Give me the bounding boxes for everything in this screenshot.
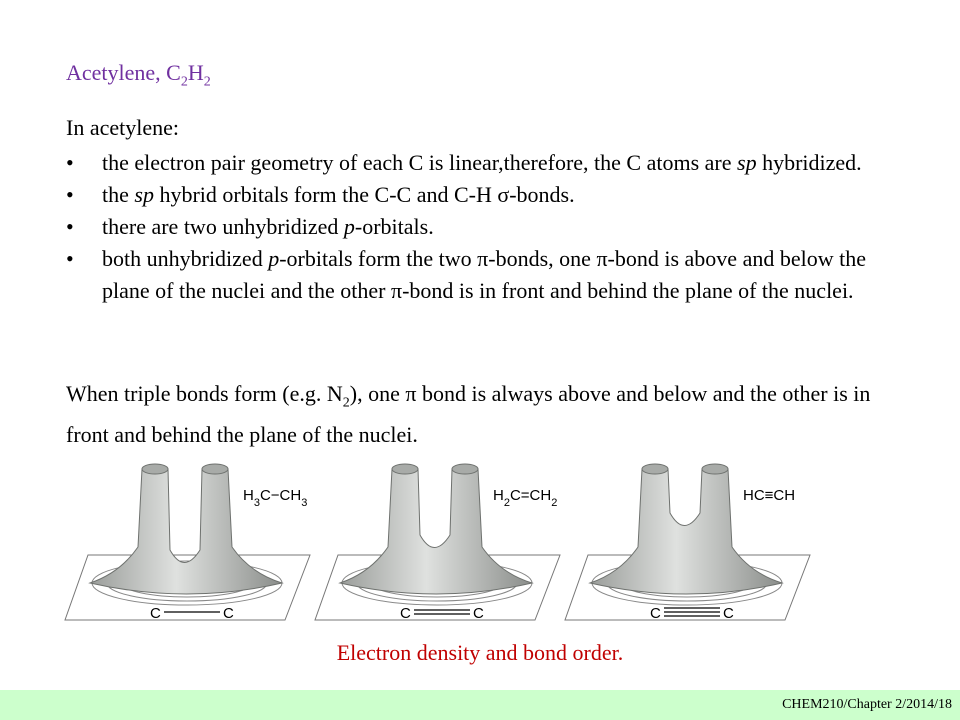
peak-top bbox=[202, 464, 228, 474]
bullet-item: • the electron pair geometry of each C is linear,therefore, the C atoms are sp hybridized. bbox=[66, 147, 886, 179]
atom-label: C bbox=[473, 605, 484, 622]
peak-top bbox=[392, 464, 418, 474]
figure-caption: Electron density and bond order. bbox=[336, 640, 624, 665]
atom-label: C bbox=[150, 605, 161, 622]
density-surface bbox=[90, 465, 282, 594]
intro-text: In acetylene: bbox=[66, 115, 179, 140]
peak-top bbox=[452, 464, 478, 474]
bullet-list bbox=[66, 147, 886, 307]
peak-top bbox=[642, 464, 668, 474]
atom-label: C bbox=[223, 605, 234, 622]
peak-top bbox=[702, 464, 728, 474]
electron-density-figure bbox=[60, 455, 900, 630]
density-panel bbox=[315, 464, 560, 622]
footer-text: CHEM210/Chapter 2/2014/18 bbox=[782, 697, 952, 712]
triple-bond-paragraph: When triple bonds form (e.g. $N_2$), one π bond is always above and below and the other is in front and behind the plane of the nuclei. bbox=[66, 381, 871, 448]
formula-label: HC≡CH bbox=[743, 487, 796, 504]
density-panel bbox=[565, 464, 810, 622]
bullet-item: • both unhybridized p-orbitals form the two π-bonds, one π-bond is above and below the plane of the nuclei and the other π-bond is in front and behind the plane of the nuclei. bbox=[66, 243, 886, 307]
peak-top bbox=[142, 464, 168, 474]
formula-label: $H_3C-CH_3$ bbox=[243, 487, 308, 509]
density-surface bbox=[340, 465, 532, 594]
atom-label: C bbox=[650, 605, 661, 622]
bullet-item: • the sp hybrid orbitals form the C-C and C-H σ-bonds. bbox=[66, 179, 886, 211]
atom-label: C bbox=[723, 605, 734, 622]
density-surface bbox=[590, 465, 782, 594]
atom-label: C bbox=[400, 605, 411, 622]
density-panel bbox=[65, 464, 310, 622]
formula-label: $H_2C=CH_2$ bbox=[493, 487, 558, 509]
slide-title: Acetylene, $C_2H_2$ bbox=[66, 60, 211, 90]
footer-bar bbox=[0, 690, 960, 720]
bullet-item: • there are two unhybridized p-orbitals. bbox=[66, 211, 886, 243]
